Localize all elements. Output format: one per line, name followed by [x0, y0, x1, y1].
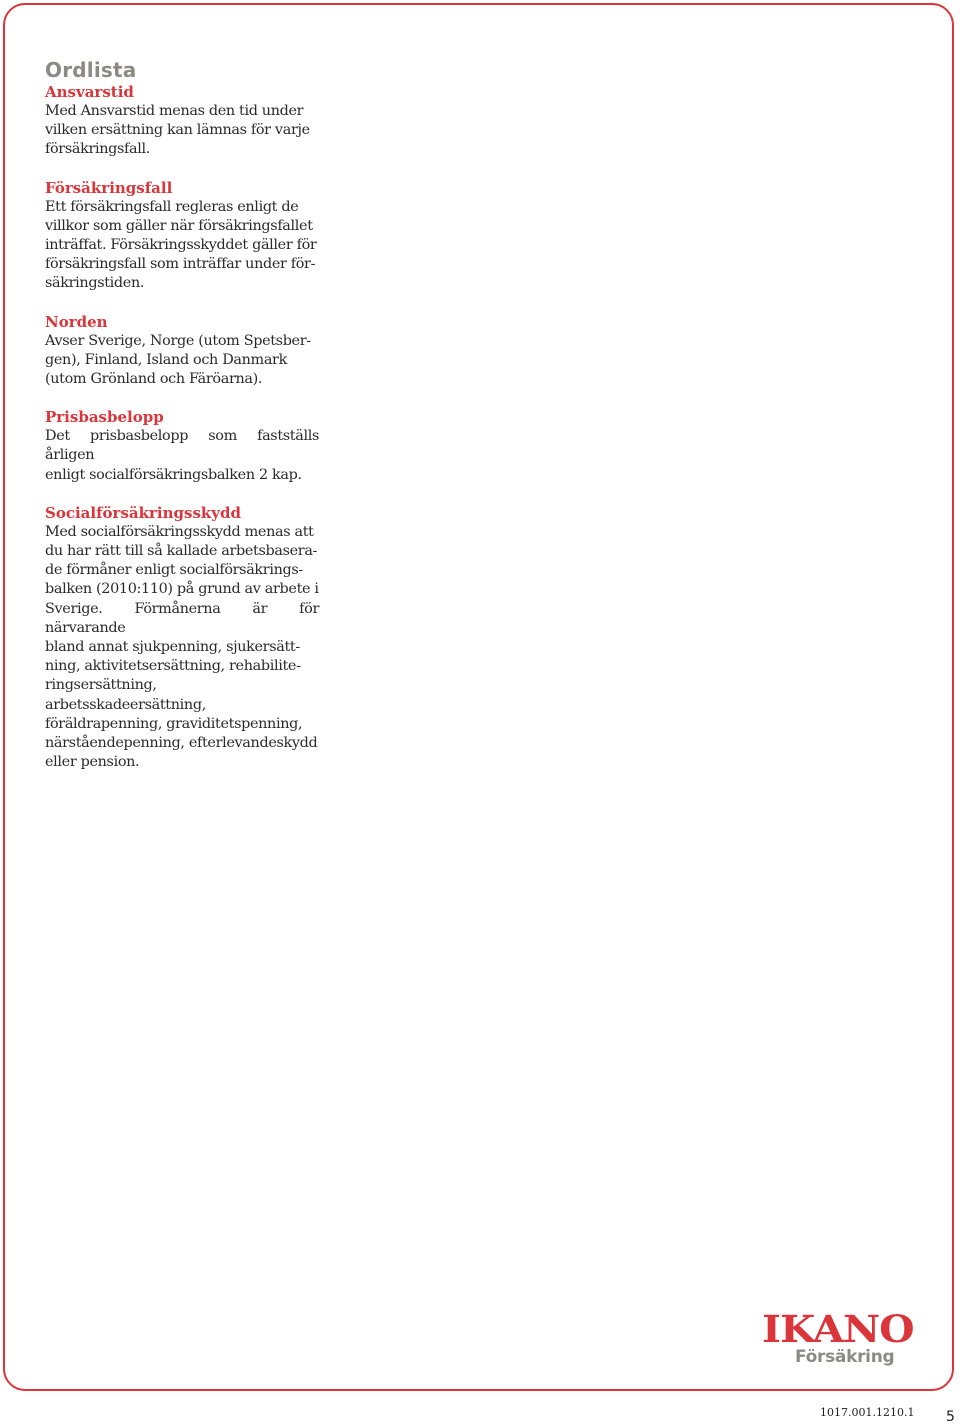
glossary-term: Ansvarstid	[45, 83, 134, 101]
page-title: Ordlista	[45, 58, 137, 82]
definition-line: ringsersättning, arbetsskadeersättning,	[45, 677, 206, 713]
glossary-definition	[45, 332, 319, 390]
glossary-entry	[45, 408, 319, 485]
glossary-entries	[45, 83, 319, 772]
glossary-term: Prisbasbelopp	[45, 408, 164, 427]
glossary-definition	[45, 427, 319, 485]
definition-line: eller pension.	[45, 754, 140, 771]
definition-line: säkringstiden.	[45, 275, 145, 292]
glossary-entry	[45, 83, 319, 160]
glossary	[45, 57, 319, 791]
definition-line: du har rätt till så kallade arbetsbasera-	[45, 543, 318, 560]
glossary-entry	[45, 179, 319, 294]
definition-line: Med socialförsäkringsskydd menas att	[45, 523, 314, 540]
logo-wordmark: IKANO	[762, 1307, 914, 1351]
glossary-definition	[45, 102, 319, 160]
glossary-definition	[45, 523, 319, 773]
definition-line: närståendepenning, efterlevandeskydd	[45, 735, 318, 752]
definition-line: Ett försäkringsfall regleras enligt de	[45, 198, 299, 215]
glossary-term: Socialförsäkringsskydd	[45, 503, 241, 522]
glossary-entry	[45, 504, 319, 773]
definition-line: gen), Finland, Island och Danmark	[45, 351, 287, 368]
ikano-logo	[762, 1307, 918, 1370]
glossary-term: Norden	[45, 312, 108, 331]
definition-line: (utom Grönland och Färöarna).	[45, 371, 263, 388]
definition-line: villkor som gäller när försäkringsfallet	[45, 217, 313, 234]
definition-line: balken (2010:110) på grund av arbete i	[45, 581, 319, 598]
definition-line: ning, aktivitetsersättning, rehabilite-	[45, 658, 301, 675]
definition-line: föräldrapenning, graviditetspenning,	[45, 715, 303, 732]
page-number: 5	[946, 1409, 955, 1425]
definition-line: enligt socialförsäkringsbalken 2 kap.	[45, 466, 302, 483]
definition-line: inträffat. Försäkringsskyddet gäller för	[45, 237, 317, 254]
definition-line: Avser Sverige, Norge (utom Spetsber-	[45, 332, 311, 349]
logo-subtitle: Försäkring	[795, 1347, 895, 1367]
definition-line: de förmåner enligt socialförsäkrings-	[45, 562, 303, 579]
definition-line: Sverige. Förmånerna är för närvarande	[45, 600, 319, 636]
definition-line: försäkringsfall.	[45, 141, 150, 158]
document-code: 1017.001.1210.1	[820, 1406, 915, 1419]
definition-line: försäkringsfall som inträffar under för-	[45, 256, 316, 273]
definition-line: Det prisbasbelopp som fastställs årligen	[45, 428, 319, 464]
definition-line: vilken ersättning kan lämnas för varje	[45, 122, 310, 139]
definition-line: Med Ansvarstid menas den tid under	[45, 103, 304, 119]
glossary-entry	[45, 313, 319, 390]
definition-line: bland annat sjukpenning, sjukersätt-	[45, 639, 300, 656]
glossary-definition	[45, 198, 319, 294]
glossary-term: Försäkringsfall	[45, 178, 173, 197]
